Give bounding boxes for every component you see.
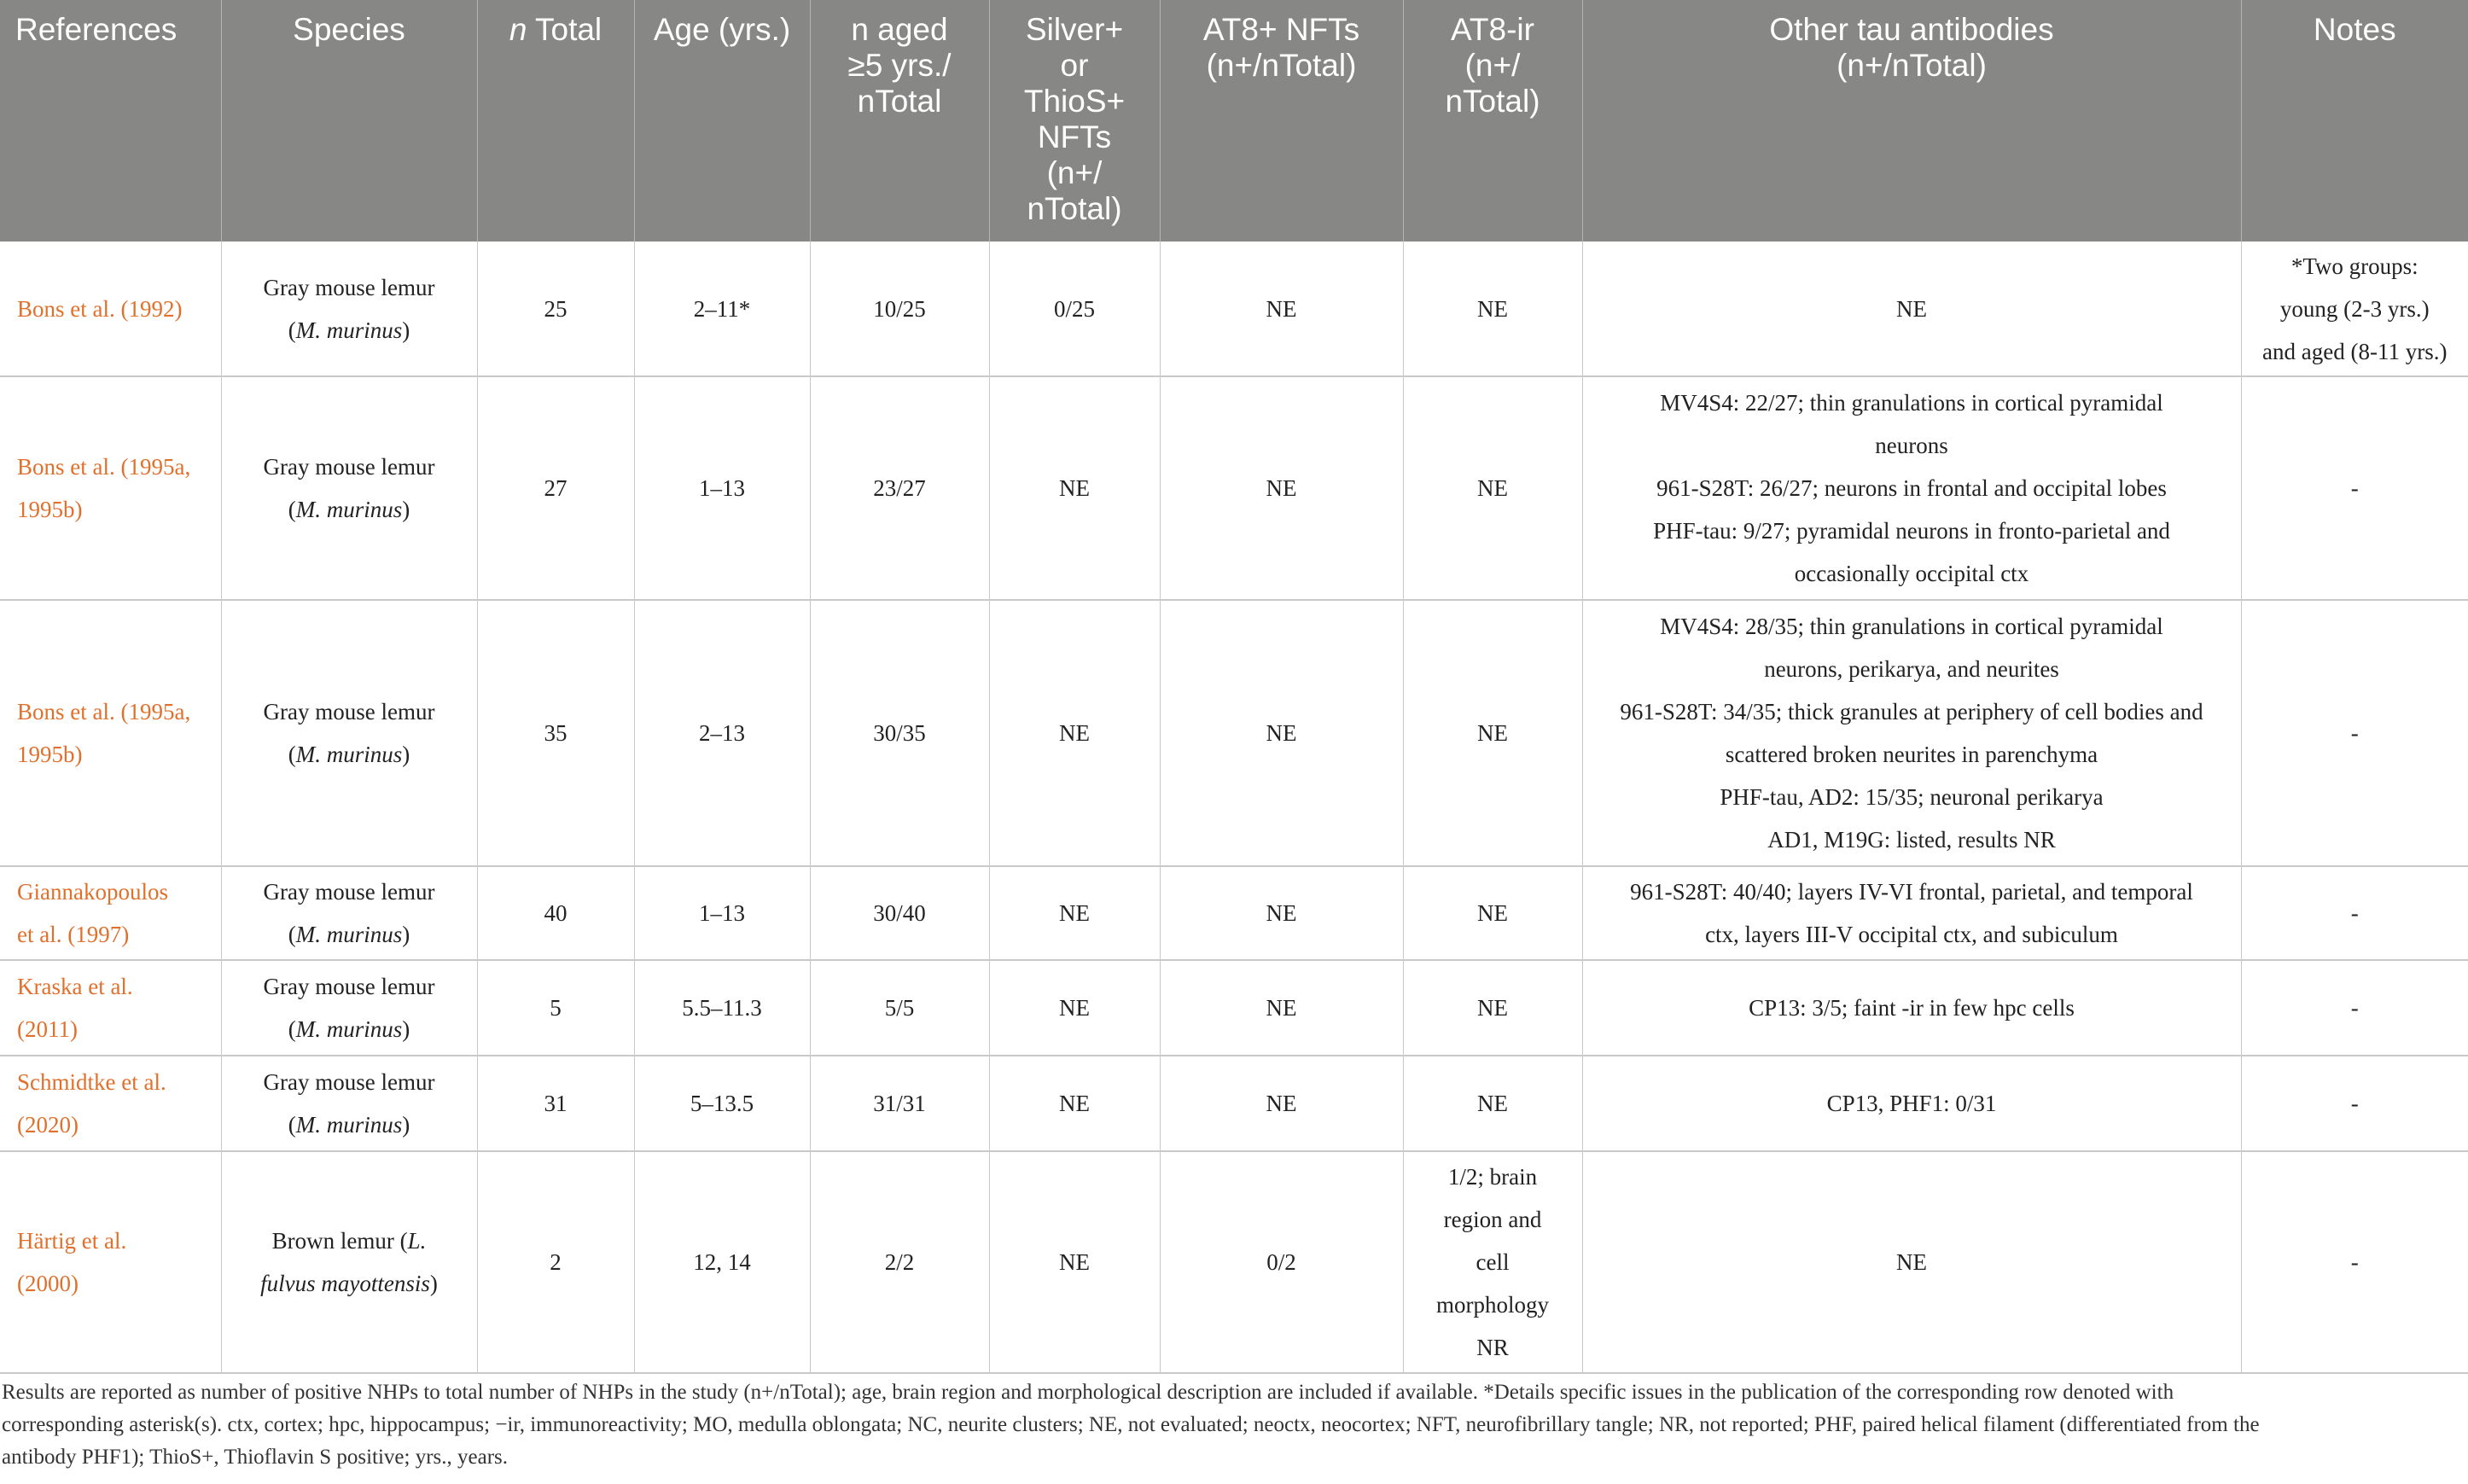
n-total-cell: 35	[477, 600, 634, 866]
notes-cell: -	[2241, 600, 2468, 866]
species-cell: Gray mouse lemur (M. murinus)	[221, 600, 477, 866]
n-total-cell: 31	[477, 1056, 634, 1151]
species-cell: Gray mouse lemur (M. murinus)	[221, 376, 477, 600]
n-aged-cell: 23/27	[810, 376, 989, 600]
header-silver-thios: Silver+ or ThioS+ NFTs (n+/ nTotal)	[989, 0, 1160, 242]
header-at8-nfts: AT8+ NFTs (n+/nTotal)	[1160, 0, 1403, 242]
reference-link[interactable]: Bons et al. (1995a, 1995b)	[0, 600, 221, 866]
species-cell: Gray mouse lemur (M. murinus)	[221, 242, 477, 376]
age-cell: 2–13	[634, 600, 810, 866]
n-total-cell: 5	[477, 960, 634, 1056]
age-cell: 5.5–11.3	[634, 960, 810, 1056]
species-cell: Gray mouse lemur (M. murinus)	[221, 866, 477, 960]
header-n-total: n Total	[477, 0, 634, 242]
silver-cell: NE	[989, 1056, 1160, 1151]
other-tau-cell: NE	[1582, 1151, 2241, 1373]
at8-ir-cell: NE	[1403, 376, 1582, 600]
reference-link[interactable]: Schmidtke et al. (2020)	[0, 1056, 221, 1151]
table-row	[0, 1056, 2468, 1151]
at8-nfts-cell: NE	[1160, 242, 1403, 376]
notes-cell: -	[2241, 1056, 2468, 1151]
species-cell: Brown lemur (L. fulvus mayottensis)	[221, 1151, 477, 1373]
silver-cell: NE	[989, 600, 1160, 866]
n-aged-cell: 5/5	[810, 960, 989, 1056]
n-aged-cell: 30/40	[810, 866, 989, 960]
silver-cell: NE	[989, 960, 1160, 1056]
header-notes: Notes	[2241, 0, 2468, 242]
header-species: Species	[221, 0, 477, 242]
at8-nfts-cell: 0/2	[1160, 1151, 1403, 1373]
n-aged-cell: 10/25	[810, 242, 989, 376]
silver-cell: 0/25	[989, 242, 1160, 376]
at8-nfts-cell: NE	[1160, 1056, 1403, 1151]
header-row	[0, 0, 2468, 242]
age-cell: 1–13	[634, 866, 810, 960]
silver-cell: NE	[989, 376, 1160, 600]
at8-nfts-cell: NE	[1160, 960, 1403, 1056]
table-footnote	[2, 1376, 2459, 1474]
header-age: Age (yrs.)	[634, 0, 810, 242]
notes-cell: -	[2241, 376, 2468, 600]
species-cell: Gray mouse lemur (M. murinus)	[221, 1056, 477, 1151]
n-total-cell: 40	[477, 866, 634, 960]
at8-ir-cell: NE	[1403, 242, 1582, 376]
footnote-line: antibody PHF1); ThioS+, Thioflavin S positive; yrs., years.	[2, 1446, 509, 1469]
reference-link[interactable]: Härtig et al. (2000)	[0, 1151, 221, 1373]
n-total-cell: 2	[477, 1151, 634, 1373]
at8-ir-cell: NE	[1403, 960, 1582, 1056]
table-row	[0, 600, 2468, 866]
table-row	[0, 242, 2468, 376]
other-tau-cell: MV4S4: 28/35; thin granulations in cortical pyramidal neurons, perikarya, and neurites 961-S28T: 34/35; thick granules at periphery of cell bodies and scattered broken neurites in parenchyma PHF-tau, AD2: 15/35; neuronal perikarya AD1, M19G: listed, results NR	[1582, 600, 2241, 866]
table-row	[0, 1151, 2468, 1373]
at8-ir-cell: 1/2; brain region and cell morphology NR	[1403, 1151, 1582, 1373]
footnote-line: corresponding asterisk(s). ctx, cortex; hpc, hippocampus; −ir, immunoreactivity; MO, medulla oblongata; NC, neurite clusters; NE, not evaluated; neoctx, neocortex; NFT, neurofibrillary tangle; NR, not reported; PHF, paired helical filament (differentiated from the	[2, 1413, 2260, 1436]
other-tau-cell: NE	[1582, 242, 2241, 376]
reference-link[interactable]: Bons et al. (1995a, 1995b)	[0, 376, 221, 600]
at8-ir-cell: NE	[1403, 600, 1582, 866]
table-row	[0, 960, 2468, 1056]
at8-ir-cell: NE	[1403, 1056, 1582, 1151]
age-cell: 1–13	[634, 376, 810, 600]
at8-nfts-cell: NE	[1160, 376, 1403, 600]
footnote-line: Results are reported as number of positive NHPs to total number of NHPs in the study (n+/nTotal); age, brain region and morphological description are included if available. *Details specific issues in the publication of the corresponding row denoted with	[2, 1381, 2174, 1404]
age-cell: 2–11*	[634, 242, 810, 376]
other-tau-cell: MV4S4: 22/27; thin granulations in cortical pyramidal neurons 961-S28T: 26/27; neurons in frontal and occipital lobes PHF-tau: 9/27; pyramidal neurons in fronto-parietal and occasionally occipital ctx	[1582, 376, 2241, 600]
n-total-cell: 25	[477, 242, 634, 376]
at8-nfts-cell: NE	[1160, 866, 1403, 960]
notes-cell: -	[2241, 960, 2468, 1056]
notes-cell: -	[2241, 866, 2468, 960]
reference-link[interactable]: Kraska et al. (2011)	[0, 960, 221, 1056]
n-aged-cell: 2/2	[810, 1151, 989, 1373]
n-total-cell: 27	[477, 376, 634, 600]
notes-cell: -	[2241, 1151, 2468, 1373]
other-tau-cell: 961-S28T: 40/40; layers IV-VI frontal, parietal, and temporal ctx, layers III-V occipital ctx, and subiculum	[1582, 866, 2241, 960]
header-n-aged: n aged ≥5 yrs./ nTotal	[810, 0, 989, 242]
n-aged-cell: 31/31	[810, 1056, 989, 1151]
silver-cell: NE	[989, 1151, 1160, 1373]
reference-link[interactable]: Bons et al. (1992)	[0, 242, 221, 376]
other-tau-cell: CP13: 3/5; faint -ir in few hpc cells	[1582, 960, 2241, 1056]
header-other-tau: Other tau antibodies (n+/nTotal)	[1582, 0, 2241, 242]
other-tau-cell: CP13, PHF1: 0/31	[1582, 1056, 2241, 1151]
reference-link[interactable]: Giannakopoulos et al. (1997)	[0, 866, 221, 960]
header-references: References	[0, 0, 221, 242]
species-cell: Gray mouse lemur (M. murinus)	[221, 960, 477, 1056]
table-row	[0, 866, 2468, 960]
header-at8-ir: AT8-ir (n+/ nTotal)	[1403, 0, 1582, 242]
n-aged-cell: 30/35	[810, 600, 989, 866]
table-row	[0, 376, 2468, 600]
age-cell: 12, 14	[634, 1151, 810, 1373]
silver-cell: NE	[989, 866, 1160, 960]
at8-nfts-cell: NE	[1160, 600, 1403, 866]
age-cell: 5–13.5	[634, 1056, 810, 1151]
at8-ir-cell: NE	[1403, 866, 1582, 960]
notes-cell: *Two groups: young (2-3 yrs.) and aged (8-11 yrs.)	[2241, 242, 2468, 376]
